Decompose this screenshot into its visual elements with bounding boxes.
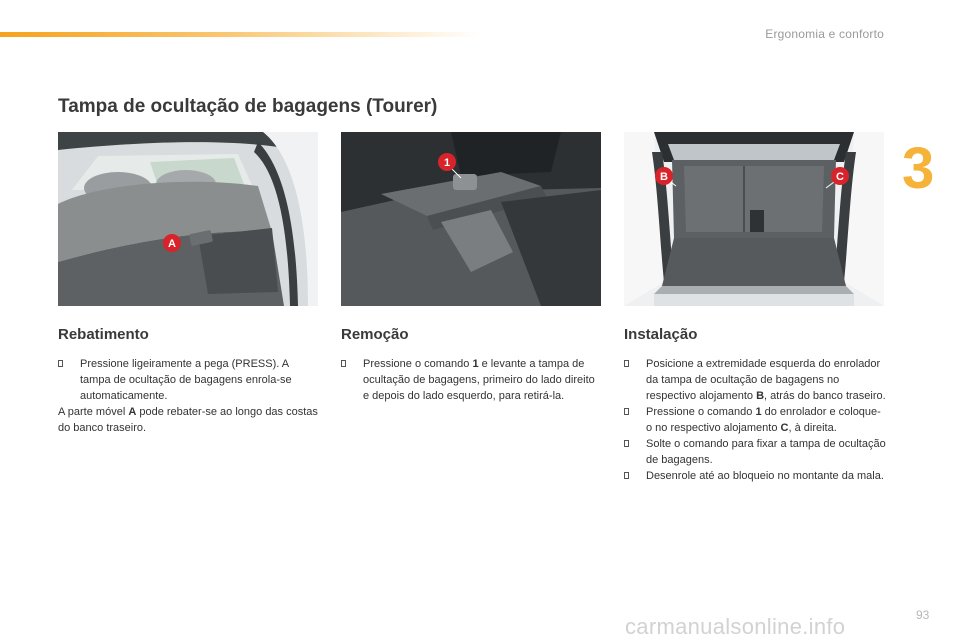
checkbox-bullet-icon [58,360,63,367]
note-text-pre: A parte móvel [58,406,129,418]
heading-instalacao: Instalação [624,326,698,343]
figure-cover-removal [341,132,601,306]
note-text-bold: A [128,406,137,418]
callout-1-label: 1 [443,157,451,169]
step-instalacao-3 [624,436,886,468]
step-text-pre: Pressione o comando [363,358,473,370]
step-text-post: , à direita. [788,422,837,434]
note-text-post: pode rebater-se ao longo das costas do banco traseiro. [58,406,318,434]
top-accent-bar [0,32,480,37]
step-remocao-1 [341,356,603,404]
heading-rebatimento: Rebatimento [58,326,149,343]
step-text: Desenrole até ao bloqueio no montante da mala. [646,470,884,482]
step-text: Pressione ligeiramente a pega (PRESS). A tampa de ocultação de bagagens enrola-se automaticamente. [80,358,292,402]
chapter-number: 3 [902,136,935,201]
step-text-bold: B [756,390,765,402]
step-text-bold: 1 [755,406,762,418]
section-remocao [341,326,603,404]
figure-cover-removal-illustration [341,132,601,306]
step-text-pre: Pressione o comando [646,406,756,418]
step-instalacao-4 [624,468,886,484]
figure-cover-installation [624,132,884,306]
step-text-mid: do enrolador e coloque-o no respectivo alojamento [646,406,881,434]
section-rebatimento [58,326,320,436]
step-text-pre: Posicione a extremidade esquerda do enrolador da tampa de ocultação de bagagens no respectivo alojamento [646,358,881,402]
note-rebatimento [58,404,320,436]
figure-cover-folding [58,132,318,306]
checkbox-bullet-icon [624,408,629,415]
step-text-post: e levante a tampa de ocultação de bagagens, primeiro do lado direito e depois do lado esquerdo, para retirá-la. [363,358,595,402]
step-text-bold-2: C [780,422,789,434]
step-instalacao-2 [624,404,886,436]
figure-cover-folding-illustration [58,132,318,306]
callout-b-label: B [660,171,668,183]
step-text-post: , atrás do banco traseiro. [764,390,886,402]
page-number: 93 [916,608,930,622]
section-name: Ergonomia e conforto [765,27,884,41]
section-instalacao [624,326,886,484]
step-instalacao-1 [624,356,886,404]
step-text: Solte o comando para fixar a tampa de ocultação de bagagens. [646,438,886,466]
checkbox-bullet-icon [624,472,629,479]
watermark-logo: carmanualsonline.info [625,614,846,639]
page-title: Tampa de ocultação de bagagens (Tourer) [58,96,438,117]
checkbox-bullet-icon [624,440,629,447]
heading-remocao: Remoção [341,326,409,343]
callout-c-label: C [836,171,844,183]
step-rebatimento-1 [58,356,320,404]
callout-a-label: A [168,238,176,250]
figure-cover-installation-illustration [624,132,884,306]
checkbox-bullet-icon [341,360,346,367]
checkbox-bullet-icon [624,360,629,367]
step-text-bold: 1 [472,358,479,370]
